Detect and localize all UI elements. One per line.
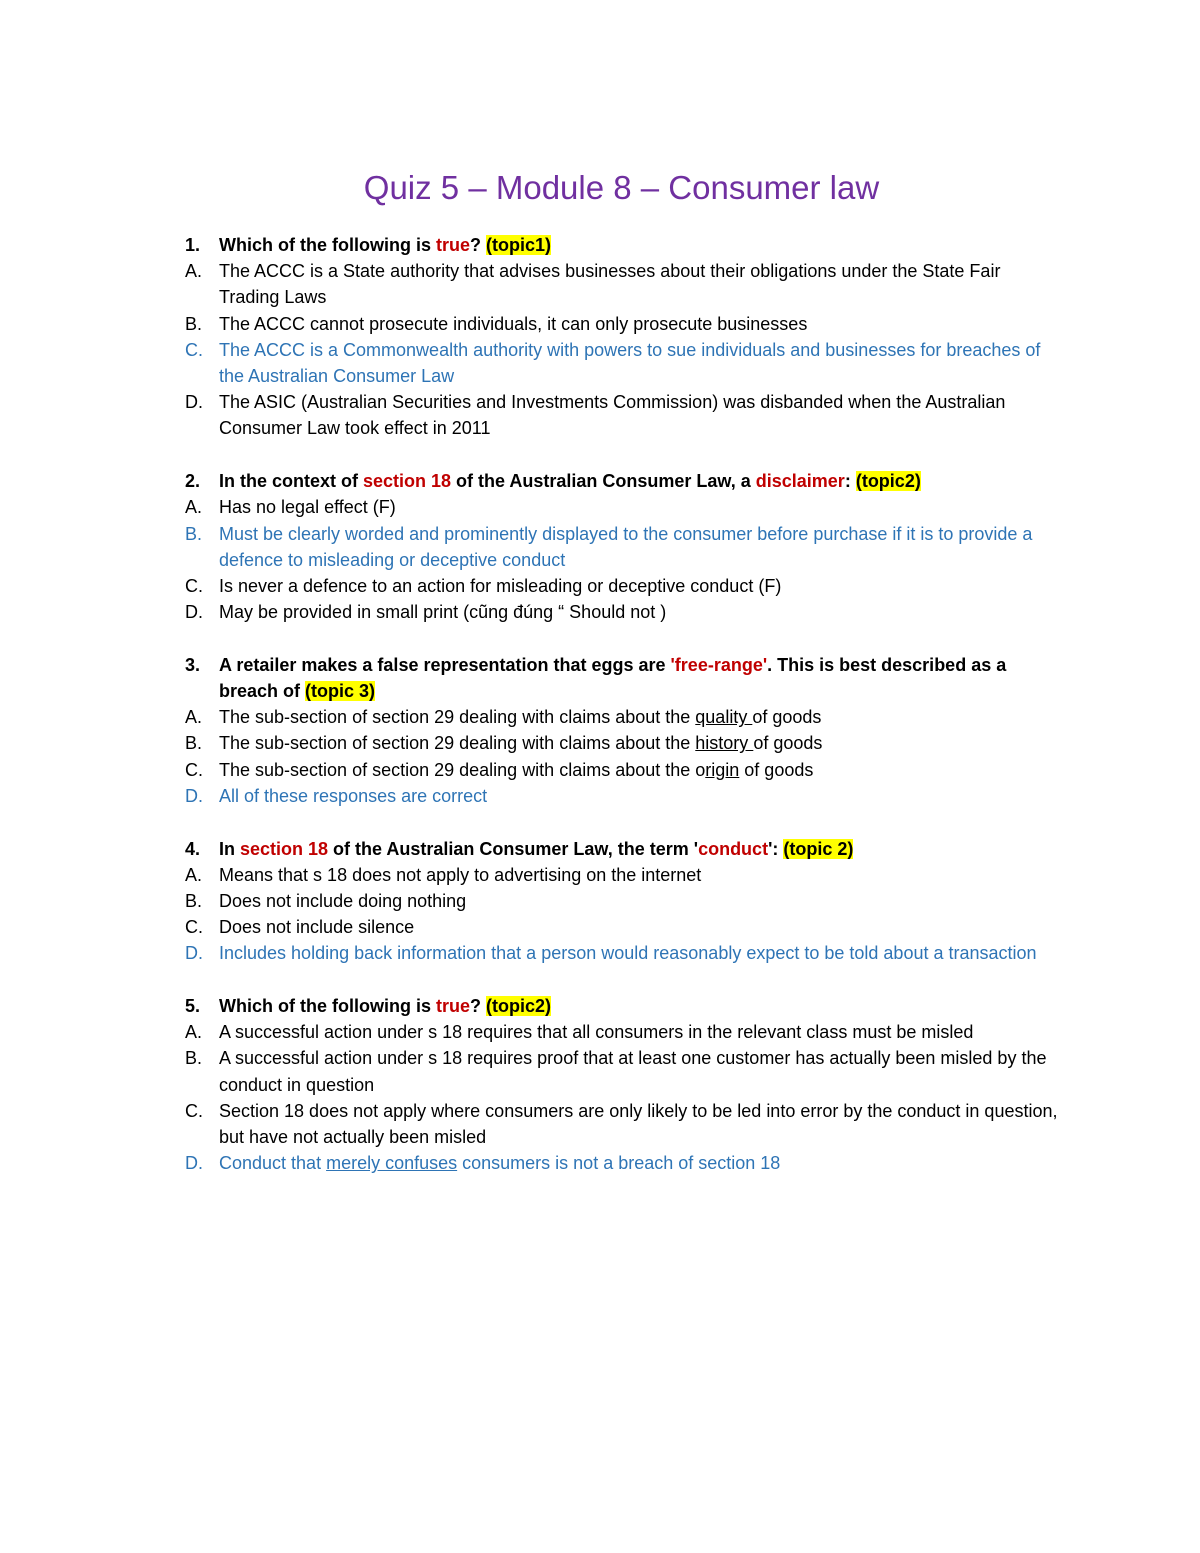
answer-option-d	[185, 1150, 1065, 1176]
answer-option-a	[185, 494, 1065, 520]
underlined-text: history	[695, 733, 754, 754]
quiz-list	[185, 232, 1065, 1203]
option-text: A successful action under s 18 requires that all consumers in the relevant class must be misled	[219, 1022, 974, 1043]
question-number: 4.	[185, 838, 201, 859]
emphasis-text: true	[435, 235, 470, 255]
question-5	[185, 993, 1065, 1176]
option-text: The ASIC (Australian Securities and Investments Commission) was disbanded when the Australian Consumer Law took effect in 2011	[219, 392, 1006, 439]
topic-tag: (topic2)	[486, 996, 551, 1017]
option-letter: A.	[185, 497, 203, 518]
topic-tag: (topic2)	[855, 471, 921, 492]
option-text: Is never a defence to an action for misleading or deceptive conduct (F)	[219, 575, 782, 596]
answer-option-c	[185, 337, 1065, 389]
topic-tag: (topic1)	[486, 235, 551, 255]
question-stem	[185, 468, 1065, 494]
option-letter: A.	[185, 864, 203, 885]
option-text: of goods	[752, 707, 822, 728]
option-letter: D.	[185, 785, 203, 806]
option-text: All of these responses are correct	[219, 785, 488, 806]
option-letter: A.	[185, 707, 203, 728]
option-letter: D.	[185, 1153, 203, 1174]
question-2	[185, 468, 1065, 625]
option-letter: B.	[185, 733, 203, 754]
stem-text: ?	[470, 235, 486, 255]
option-letter: C.	[185, 759, 203, 780]
answer-option-a	[185, 862, 1065, 888]
emphasis-text: section 18	[363, 471, 452, 492]
option-letter: C.	[185, 1100, 203, 1121]
answer-option-c	[185, 914, 1065, 940]
stem-text: In the context of	[219, 471, 363, 492]
underlined-text: rigin	[705, 759, 740, 780]
page-title: Quiz 5 – Module 8 – Consumer law	[363, 169, 880, 206]
option-text: consumers is not a breach of section 18	[457, 1153, 781, 1174]
stem-text: ':	[768, 838, 784, 859]
question-stem	[185, 652, 1065, 704]
stem-text: . This is best described as a breach of	[219, 654, 1007, 702]
stem-text: Which of the following is	[219, 235, 436, 255]
question-number: 5.	[185, 996, 201, 1017]
answer-option-a	[185, 1019, 1065, 1045]
option-letter: A.	[185, 1022, 203, 1043]
question-number: 3.	[185, 654, 201, 675]
answer-option-c	[185, 1098, 1065, 1150]
option-text: Does not include doing nothing	[219, 890, 467, 911]
option-letter: C.	[185, 339, 203, 360]
option-text: Does not include silence	[219, 917, 415, 938]
stem-text: Which of the following is	[219, 996, 436, 1017]
option-text: Must be clearly worded and prominently displayed to the consumer before purchase if it is to provide a defence to misleading or deceptive conduct	[219, 523, 1033, 570]
option-text: Section 18 does not apply where consumers are only likely to be led into error by the conduct in question, but have not actually been misled	[219, 1100, 1058, 1148]
answer-option-b	[185, 521, 1065, 573]
option-text: The ACCC cannot prosecute individuals, it can only prosecute businesses	[219, 313, 808, 334]
question-stem	[185, 993, 1065, 1019]
option-text: of goods	[739, 759, 814, 780]
emphasis-text: section 18	[240, 838, 329, 859]
option-letter: B.	[185, 890, 203, 911]
question-number: 1.	[185, 235, 201, 255]
option-letter: B.	[185, 1048, 203, 1069]
stem-text: of the Australian Consumer Law, the term '	[328, 838, 699, 859]
stem-text: of the Australian Consumer Law, a	[451, 471, 756, 492]
option-letter: D.	[185, 602, 203, 623]
option-text: The sub-section of section 29 dealing with claims about the o	[219, 759, 706, 780]
option-text: The ACCC is a Commonwealth authority with powers to sue individuals and businesses for breaches of the Australian Consumer Law	[219, 339, 1041, 387]
topic-tag: (topic 2)	[783, 838, 854, 859]
answer-option-c	[185, 757, 1065, 783]
option-letter: D.	[185, 943, 203, 964]
option-letter: B.	[185, 523, 203, 544]
stem-text: ?	[470, 996, 486, 1017]
answer-option-a	[185, 258, 1065, 310]
question-1	[185, 232, 1065, 442]
answer-option-c	[185, 573, 1065, 599]
question-stem	[185, 836, 1065, 862]
option-letter: A.	[185, 261, 203, 282]
option-text: Has no legal effect (F)	[219, 497, 396, 518]
option-text: of goods	[753, 733, 823, 754]
emphasis-text: 'free-range'	[670, 654, 768, 675]
emphasis-text: true	[435, 996, 470, 1017]
option-text: Includes holding back information that a person would reasonably expect to be told about a transaction	[219, 943, 1037, 964]
option-letter: C.	[185, 575, 203, 596]
option-text: A successful action under s 18 requires proof that at least one customer has actually been misled by the conduct in question	[219, 1048, 1047, 1095]
answer-option-b	[185, 730, 1065, 756]
answer-option-b	[185, 311, 1065, 337]
emphasis-text: conduct	[698, 838, 769, 859]
answer-option-a	[185, 704, 1065, 730]
emphasis-text: disclaimer	[755, 471, 845, 492]
question-3	[185, 652, 1065, 809]
option-letter: B.	[185, 313, 203, 334]
stem-text: A retailer makes a false representation that eggs are	[219, 654, 671, 675]
stem-text: In	[219, 838, 240, 859]
option-letter: C.	[185, 917, 203, 938]
question-4	[185, 836, 1065, 967]
underlined-text: merely confuses	[326, 1153, 458, 1174]
question-stem	[185, 232, 1065, 258]
answer-option-d	[185, 599, 1065, 625]
option-text: Conduct that	[219, 1153, 327, 1174]
option-text: The sub-section of section 29 dealing with claims about the	[219, 733, 696, 754]
answer-option-d	[185, 783, 1065, 809]
option-text: Means that s 18 does not apply to advertising on the internet	[219, 864, 702, 885]
option-text: May be provided in small print (cũng đúng “ Should not )	[219, 602, 667, 623]
answer-option-b	[185, 888, 1065, 914]
topic-tag: (topic 3)	[305, 681, 376, 702]
answer-option-d	[185, 389, 1065, 441]
option-text: The ACCC is a State authority that advises businesses about their obligations under the State Fair Trading Laws	[219, 261, 1001, 308]
underlined-text: quality	[695, 707, 753, 728]
answer-option-d	[185, 940, 1065, 966]
option-text: The sub-section of section 29 dealing with claims about the	[219, 707, 696, 728]
answer-option-b	[185, 1045, 1065, 1097]
question-number: 2.	[185, 471, 201, 492]
stem-text: :	[844, 471, 856, 492]
option-letter: D.	[185, 392, 203, 413]
